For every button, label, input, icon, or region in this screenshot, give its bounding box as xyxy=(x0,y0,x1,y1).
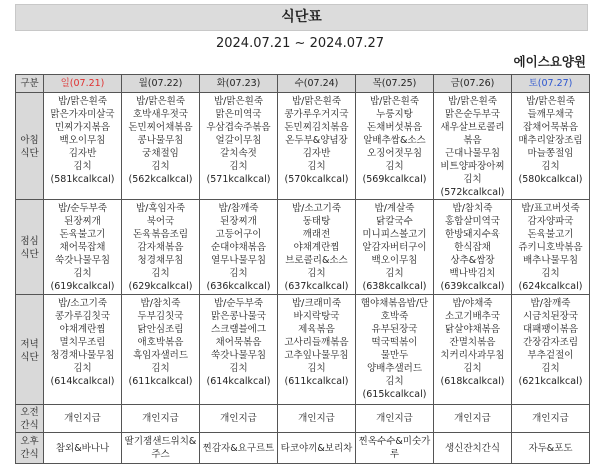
menu-item: 밥/표고버섯죽 xyxy=(521,203,580,214)
menu-item: 된장찌개 xyxy=(64,216,101,227)
menu-item: 궁채절임 xyxy=(142,148,179,159)
menu-item: 돈민찌어채볶음 xyxy=(128,122,193,133)
menu-item: 돈민찌김치볶음 xyxy=(284,122,349,133)
menu-item: (619kcalkcal) xyxy=(50,281,115,292)
snack-item: 딸기잼샌드위치& xyxy=(124,436,197,447)
menu-item: 김치 xyxy=(385,376,404,387)
menu-item: 온두부&양념장 xyxy=(285,135,348,146)
snack-item: 자두&포도 xyxy=(528,442,573,454)
menu-cell xyxy=(44,93,122,200)
menu-item: (615kcalkcal) xyxy=(362,389,427,400)
menu-item: 맑은콩나물국 xyxy=(210,311,267,322)
menu-item: 콩가루우거지국 xyxy=(284,109,349,120)
menu-item: 햄야채볶음밥/단 xyxy=(360,298,429,309)
menu-item: 잔멸치볶음 xyxy=(449,337,496,348)
menu-item: 채어묵볶음 xyxy=(215,337,262,348)
menu-item: 한방돼지수육 xyxy=(444,229,501,240)
menu-item: 홍합살미역국 xyxy=(444,216,501,227)
menu-cell xyxy=(278,295,356,405)
row-label: 저녁 식단 xyxy=(16,295,44,405)
snack-cell xyxy=(512,433,590,464)
menu-item: (629kcalkcal) xyxy=(128,281,193,292)
menu-item: (637kcalkcal) xyxy=(284,281,349,292)
header-label: 구분 xyxy=(16,75,44,93)
menu-item: 오징어젓무침 xyxy=(366,148,423,159)
menu-item: (636kcalkcal) xyxy=(206,281,271,292)
menu-item: 밥/맑은흰죽 xyxy=(291,96,342,107)
snack-cell xyxy=(122,405,200,433)
snack-item: 주스 xyxy=(151,449,170,460)
menu-cell xyxy=(44,200,122,295)
snack-item: 생신잔치간식 xyxy=(444,442,501,454)
menu-item: 열무나물무침 xyxy=(210,255,267,266)
snack-item: 루 xyxy=(389,449,400,460)
menu-item: 들깨무채국 xyxy=(527,109,574,120)
menu-cell xyxy=(44,295,122,405)
menu-item: 김치 xyxy=(307,363,326,374)
menu-item: 된장찌개 xyxy=(220,216,257,227)
menu-item: (638kcalkcal) xyxy=(362,281,427,292)
menu-item: 밥/소고기죽 xyxy=(291,203,342,214)
menu-item: 간장감자조림 xyxy=(522,337,579,348)
snack-cell xyxy=(44,433,122,464)
menu-item: 돈채버섯볶음 xyxy=(366,122,423,133)
menu-item: 밥/맑은흰죽 xyxy=(447,96,498,107)
menu-item: 돈육불고기 xyxy=(59,229,106,240)
menu-item: 김자반 xyxy=(68,148,97,159)
menu-item: 김자반 xyxy=(302,148,331,159)
snack-cell xyxy=(278,433,356,464)
menu-item: 바지락탕국 xyxy=(293,311,340,322)
organization-name: 에이스요양원 xyxy=(513,54,586,69)
menu-item: 청경채나물무침 xyxy=(50,350,115,361)
menu-item: 밥/참깨죽 xyxy=(530,298,571,309)
menu-item: 밥/크래미죽 xyxy=(291,298,342,309)
menu-item: 김치 xyxy=(73,161,92,172)
menu-item: (639kcalkcal) xyxy=(440,281,505,292)
menu-item: 밥/순두부죽 xyxy=(57,203,108,214)
day-header: 화(07.23) xyxy=(200,75,278,93)
menu-item: 김치 xyxy=(307,161,326,172)
snack-item: 개인지급 xyxy=(532,413,569,424)
menu-item: 고추잎나물무침 xyxy=(284,350,349,361)
menu-item: 돈육볶음조림 xyxy=(132,229,189,240)
menu-item: 김치 xyxy=(73,268,92,279)
menu-item: 쑥갓나물무침 xyxy=(54,255,111,266)
menu-item: 양배추샐러드 xyxy=(366,363,423,374)
menu-item: (570kcalkcal) xyxy=(284,174,349,185)
menu-item: 호박새우젓국 xyxy=(132,109,189,120)
weekly-menu-table xyxy=(15,74,590,464)
menu-item: 두부김칫국 xyxy=(137,311,184,322)
menu-item: 백오이무침 xyxy=(59,135,106,146)
menu-item: 쑥갓나물무침 xyxy=(210,350,267,361)
menu-item: 맑은미역국 xyxy=(215,109,262,120)
menu-item: 김치 xyxy=(151,161,170,172)
menu-item: 밥/맑은흰죽 xyxy=(369,96,420,107)
menu-item: 동태탕 xyxy=(302,216,331,227)
menu-item: 콩나물무침 xyxy=(137,135,184,146)
snack-item: 찐감자&요구르트 xyxy=(202,442,275,454)
menu-item: 북어국 xyxy=(146,216,175,227)
menu-item: 밥/순두부죽 xyxy=(213,298,264,309)
menu-item: (611kcalkcal) xyxy=(284,376,349,387)
menu-item: 김치 xyxy=(229,161,248,172)
menu-item: 밥/흑임자죽 xyxy=(135,203,186,214)
snack-row xyxy=(16,433,590,464)
menu-item: 밥/맑은흰죽 xyxy=(135,96,186,107)
menu-item: 잡채어묵볶음 xyxy=(522,122,579,133)
menu-item: 브로콜리&소스 xyxy=(285,255,348,266)
snack-cell xyxy=(356,433,434,464)
header-row xyxy=(16,75,590,93)
menu-item: 김치 xyxy=(151,268,170,279)
menu-item: 밥/맑은흰죽 xyxy=(57,96,108,107)
day-header: 금(07.26) xyxy=(434,75,512,93)
snack-item: 타코야끼&보리차 xyxy=(280,442,353,454)
menu-item: 고등어구이 xyxy=(215,229,262,240)
menu-item: 우삼겹숙주볶음 xyxy=(206,122,271,133)
menu-cell xyxy=(356,93,434,200)
menu-item: 김치 xyxy=(541,268,560,279)
menu-item: 시금치된장국 xyxy=(522,311,579,322)
menu-item: (580kcalkcal) xyxy=(518,174,583,185)
day-header: 수(07.24) xyxy=(278,75,356,93)
row-label: 오후 간식 xyxy=(16,433,44,464)
snack-cell xyxy=(44,405,122,433)
menu-item: 밥/계살죽 xyxy=(374,203,415,214)
menu-item: (611kcalkcal) xyxy=(128,376,193,387)
menu-item: 백나박김치 xyxy=(449,268,496,279)
menu-cell xyxy=(122,295,200,405)
day-header: 토(07.27) xyxy=(512,75,590,93)
menu-item: 제육볶음 xyxy=(298,324,335,335)
menu-cell xyxy=(356,200,434,295)
menu-cell xyxy=(512,93,590,200)
menu-item: 김치 xyxy=(73,363,92,374)
menu-item: 맑은순두부국 xyxy=(444,109,501,120)
menu-item: (621kcalkcal) xyxy=(518,376,583,387)
menu-item: 비트양파장아찌 xyxy=(440,161,505,172)
day-header: 월(07.22) xyxy=(122,75,200,93)
menu-period: 2024.07.21 ~ 2024.07.27 xyxy=(215,36,385,51)
snack-item: 개인지급 xyxy=(376,413,413,424)
snack-cell xyxy=(356,405,434,433)
menu-item: 쥬키니호박볶음 xyxy=(518,242,583,253)
snack-item: 참외&바나나 xyxy=(55,442,110,454)
snack-item: 개인지급 xyxy=(454,413,491,424)
menu-cell xyxy=(200,295,278,405)
menu-item: 상추&쌈장 xyxy=(450,255,495,266)
menu-item: 애호박볶음 xyxy=(137,337,184,348)
menu-item: 한식잡채 xyxy=(454,242,491,253)
menu-item: 밥/소고기죽 xyxy=(57,298,108,309)
menu-title: 식단표 xyxy=(15,4,588,31)
menu-item: 맑은가자미살국 xyxy=(50,109,115,120)
menu-cell xyxy=(434,93,512,200)
menu-cell xyxy=(122,93,200,200)
menu-item: 김치 xyxy=(229,363,248,374)
menu-item: 근대나물무침 xyxy=(444,148,501,159)
menu-item: 밥/맑은흰죽 xyxy=(213,96,264,107)
menu-cell xyxy=(512,295,590,405)
menu-item: 야채계란찜 xyxy=(59,324,106,335)
menu-item: 김치 xyxy=(541,363,560,374)
menu-item: (562kcalkcal) xyxy=(128,174,193,185)
menu-item: (571kcalkcal) xyxy=(206,174,271,185)
snack-item: 개인지급 xyxy=(64,413,101,424)
day-header: 목(07.25) xyxy=(356,75,434,93)
menu-item: 감자채볶음 xyxy=(137,242,184,253)
snack-item: 개인지급 xyxy=(142,413,179,424)
menu-item: 새우살브로콜리 xyxy=(440,122,505,133)
menu-item: 김치 xyxy=(463,363,482,374)
menu-item: 얼갈이무침 xyxy=(215,135,262,146)
menu-item: 김치 xyxy=(229,268,248,279)
menu-item: 대패팽이볶음 xyxy=(522,324,579,335)
menu-item: 배추나물무침 xyxy=(522,255,579,266)
menu-item: 물만두 xyxy=(380,350,409,361)
menu-item: 멸치무조림 xyxy=(59,337,106,348)
snack-cell xyxy=(278,405,356,433)
menu-item: 백오이무침 xyxy=(371,255,418,266)
menu-item: 소고기배추국 xyxy=(444,311,501,322)
row-label: 오전 간식 xyxy=(16,405,44,433)
menu-item: 밥/참치죽 xyxy=(140,298,181,309)
menu-item: 감자양파국 xyxy=(527,216,574,227)
menu-item: 밥/참깨죽 xyxy=(218,203,259,214)
menu-item: 떡국떡볶이 xyxy=(371,337,418,348)
menu-cell xyxy=(434,200,512,295)
menu-item: 김치 xyxy=(463,174,482,185)
snack-item: 찐옥수수&미숫가 xyxy=(358,436,431,447)
meal-row xyxy=(16,295,590,405)
menu-item: 미니피스볼고기 xyxy=(362,229,427,240)
menu-cell xyxy=(434,295,512,405)
menu-item: 채어묵잡채 xyxy=(59,242,106,253)
menu-item: 닭칼국수 xyxy=(376,216,413,227)
menu-item: (581kcalkcal) xyxy=(50,174,115,185)
snack-cell xyxy=(122,433,200,464)
menu-item: 깨래전 xyxy=(302,229,331,240)
menu-item: 치커리사과무침 xyxy=(440,350,505,361)
meal-row xyxy=(16,200,590,295)
menu-cell xyxy=(200,93,278,200)
snack-cell xyxy=(200,433,278,464)
menu-item: 알감자버터구이 xyxy=(362,242,427,253)
menu-item: (624kcalkcal) xyxy=(518,281,583,292)
menu-item: (614kcalkcal) xyxy=(50,376,115,387)
menu-item: 매추리알장조림 xyxy=(518,135,583,146)
menu-item: 야채계란찜 xyxy=(293,242,340,253)
menu-item: 청경채무침 xyxy=(137,255,184,266)
menu-item: 밥/참치죽 xyxy=(452,203,493,214)
snack-item: 개인지급 xyxy=(220,413,257,424)
menu-item: 갈치속젓 xyxy=(220,148,257,159)
menu-cell xyxy=(356,295,434,405)
menu-item: 밥/야채죽 xyxy=(452,298,493,309)
menu-item: 김치 xyxy=(307,268,326,279)
menu-item: 알배추쌈&소스 xyxy=(363,135,426,146)
row-label: 점심 식단 xyxy=(16,200,44,295)
menu-item: 스크램블에그 xyxy=(210,324,267,335)
menu-item: 김치 xyxy=(385,161,404,172)
menu-item: 부추겉절이 xyxy=(527,350,574,361)
menu-item: 김치 xyxy=(385,268,404,279)
menu-item: 순대야채볶음 xyxy=(210,242,267,253)
row-label: 아침 식단 xyxy=(16,93,44,200)
menu-cell xyxy=(512,200,590,295)
menu-item: 유부된장국 xyxy=(371,324,418,335)
menu-cell xyxy=(278,200,356,295)
menu-item: 누룽지탕 xyxy=(376,109,413,120)
menu-cell xyxy=(200,200,278,295)
menu-item: 닭안심조림 xyxy=(137,324,184,335)
snack-row xyxy=(16,405,590,433)
menu-item: 볶음 xyxy=(463,135,482,146)
menu-item: 밥/맑은흰죽 xyxy=(525,96,576,107)
day-header: 일(07.21) xyxy=(44,75,122,93)
menu-item: (572kcalkcal) xyxy=(440,187,505,198)
menu-item: 고사리들깨볶음 xyxy=(284,337,349,348)
menu-item: 콩가루김칫국 xyxy=(54,311,111,322)
menu-cell xyxy=(278,93,356,200)
menu-item: 흑임자샐러드 xyxy=(132,350,189,361)
menu-item: 김치 xyxy=(151,363,170,374)
snack-cell xyxy=(434,405,512,433)
snack-cell xyxy=(200,405,278,433)
menu-item: (614kcalkcal) xyxy=(206,376,271,387)
menu-item: 호박죽 xyxy=(380,311,409,322)
menu-item: 김치 xyxy=(541,161,560,172)
snack-cell xyxy=(512,405,590,433)
menu-item: (569kcalkcal) xyxy=(362,174,427,185)
menu-item: 돈육불고기 xyxy=(527,229,574,240)
snack-item: 개인지급 xyxy=(298,413,335,424)
meal-row xyxy=(16,93,590,200)
menu-item: (618kcalkcal) xyxy=(440,376,505,387)
menu-item: 닭살야채볶음 xyxy=(444,324,501,335)
menu-cell xyxy=(122,200,200,295)
snack-cell xyxy=(434,433,512,464)
menu-item: 마늘쫑절임 xyxy=(527,148,574,159)
menu-item: 민찌가지볶음 xyxy=(54,122,111,133)
